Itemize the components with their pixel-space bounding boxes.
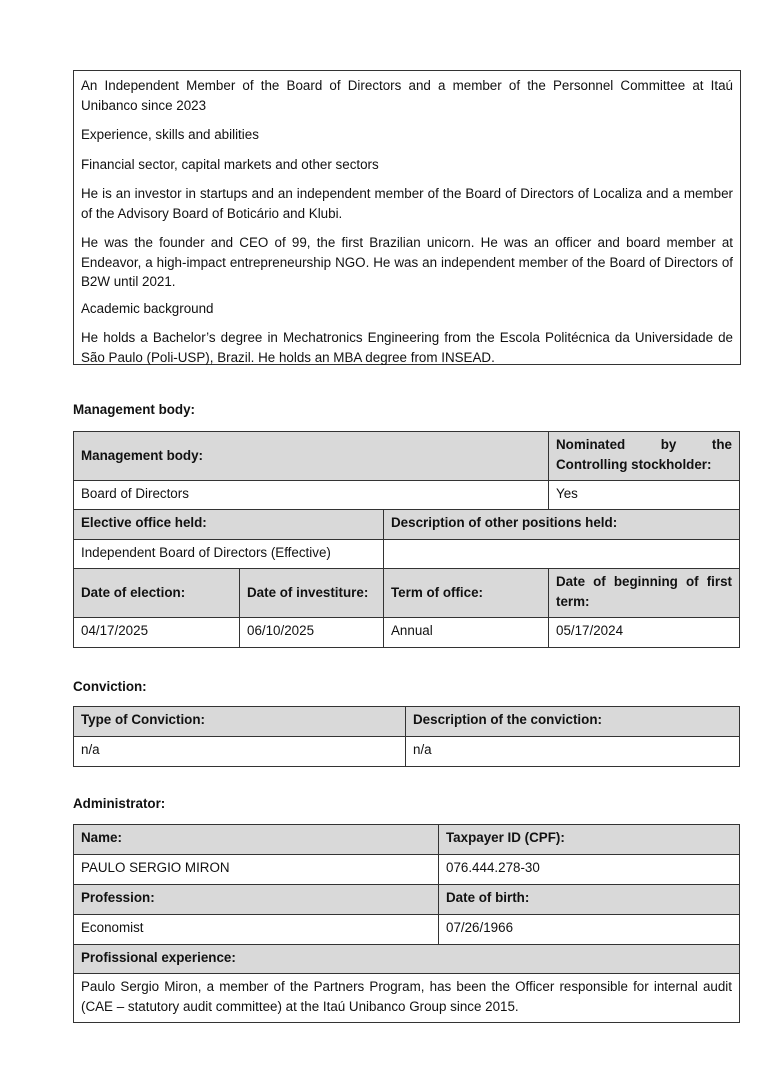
- header-cpf: Taxpayer ID (CPF):: [439, 825, 740, 855]
- management-section-label: Management body:: [73, 402, 196, 417]
- name-value: PAULO SERGIO MIRON: [74, 855, 439, 885]
- management-table: [73, 431, 740, 648]
- header-date-election: Date of election:: [74, 569, 240, 618]
- first-term-value: 05/17/2024: [549, 618, 740, 648]
- header-birth: Date of birth:: [439, 885, 740, 915]
- bio-paragraph: He was the founder and CEO of 99, the first Brazilian unicorn. He was an officer and board member at Endeavor, a high-impact entrepreneurship NGO. He was an independent member of the Board of Directors of B2W until 2021.: [81, 235, 733, 289]
- header-conviction-type: Type of Conviction:: [74, 707, 406, 737]
- bio-heading: Experience, skills and abilities: [81, 127, 259, 142]
- conviction-table: [73, 706, 740, 767]
- bio-paragraph: He is an investor in startups and an independent member of the Board of Directors of Localiza and a member of the Advisory Board of Boticário and Klubi.: [81, 186, 733, 221]
- birth-value: 07/26/1966: [439, 915, 740, 945]
- other-positions-value: [384, 540, 740, 569]
- bio-box: [73, 70, 741, 365]
- header-elective-office: Elective office held:: [74, 510, 384, 540]
- conviction-desc-value: n/a: [406, 737, 740, 767]
- management-body-value: Board of Directors: [74, 481, 549, 510]
- header-term-office: Term of office:: [384, 569, 549, 618]
- date-election-value: 04/17/2025: [74, 618, 240, 648]
- bio-paragraph: He holds a Bachelor’s degree in Mechatronics Engineering from the Escola Politécnica da Universidade de São Paulo (Poli-USP), Brazil. He holds an MBA degree from INSEAD.: [81, 330, 733, 365]
- header-management-body: Management body:: [74, 432, 549, 481]
- date-investiture-value: 06/10/2025: [240, 618, 384, 648]
- header-other-positions: Description of other positions held:: [384, 510, 740, 540]
- conviction-type-value: n/a: [74, 737, 406, 767]
- bio-heading: Academic background: [81, 300, 214, 316]
- header-first-term: Date of beginning of first term:: [549, 569, 740, 618]
- elective-office-value: Independent Board of Directors (Effective): [74, 540, 384, 569]
- nominated-value: Yes: [549, 481, 740, 510]
- header-nominated: Nominated by the Controlling stockholder:: [549, 432, 740, 481]
- administrator-section-label: Administrator:: [73, 796, 166, 811]
- header-profession: Profession:: [74, 885, 439, 915]
- administrator-table: [73, 824, 740, 1023]
- bio-paragraph: Financial sector, capital markets and other sectors: [81, 156, 379, 172]
- term-office-value: Annual: [384, 618, 549, 648]
- header-date-investiture: Date of investiture:: [240, 569, 384, 618]
- cpf-value: 076.444.278-30: [439, 855, 740, 885]
- header-experience: Profissional experience:: [74, 945, 740, 974]
- profession-value: Economist: [74, 915, 439, 945]
- experience-value: Paulo Sergio Miron, a member of the Partners Program, has been the Officer responsible for internal audit (CAE – statutory audit committee) at the Itaú Unibanco Group since 2015.: [74, 974, 740, 1023]
- bio-paragraph: An Independent Member of the Board of Directors and a member of the Personnel Committee at Itaú Unibanco since 2023: [81, 78, 733, 113]
- header-conviction-desc: Description of the conviction:: [406, 707, 740, 737]
- header-name: Name:: [74, 825, 439, 855]
- conviction-section-label: Conviction:: [73, 679, 147, 694]
